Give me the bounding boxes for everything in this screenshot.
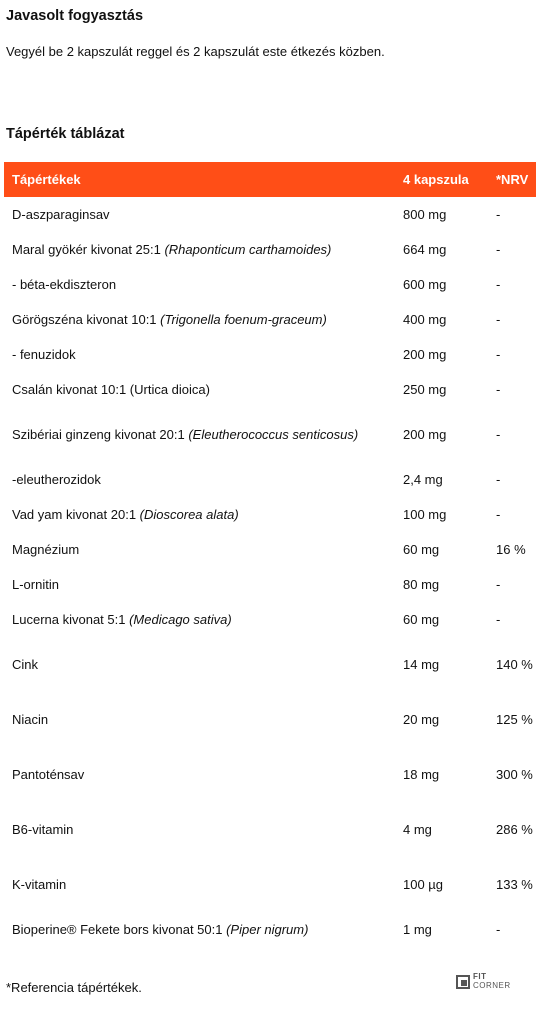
nutrient-name xyxy=(4,602,398,637)
usage-text: Vegyél be 2 kapszulát reggel és 2 kapszulát este étkezés közben. xyxy=(6,44,385,59)
nutrient-amount: 60 mg xyxy=(403,612,440,627)
table-row xyxy=(4,497,536,532)
nutrient-nrv: 125 % xyxy=(496,712,533,727)
nutrient-name xyxy=(4,802,398,857)
nutrient-amount: 14 mg xyxy=(403,657,440,672)
nutrient-amount: 200 mg xyxy=(403,347,447,362)
nutrient-latin-name: (Eleutherococcus senticosus) xyxy=(188,427,359,442)
nutrient-amount: 100 µg xyxy=(403,877,444,892)
nutrient-name xyxy=(4,857,398,912)
logo-line1: FIT xyxy=(473,972,487,981)
nutrient-label: K-vitamin xyxy=(12,877,67,892)
nutrient-latin-name: (Dioscorea alata) xyxy=(139,507,239,522)
table-row xyxy=(4,302,536,337)
nutrient-amount: 400 mg xyxy=(403,312,447,327)
nutrient-name xyxy=(4,302,398,337)
nutrient-name xyxy=(4,567,398,602)
nutrient-label: Bioperine® Fekete bors kivonat 50:1 xyxy=(12,922,227,937)
nutrient-name xyxy=(4,407,398,462)
nutrient-nrv: - xyxy=(496,242,501,257)
nutrient-name xyxy=(4,637,398,692)
nutrient-label: Csalán kivonat 10:1 (Urtica dioica) xyxy=(12,382,210,397)
nutrient-latin-name: (Trigonella foenum-graceum) xyxy=(160,312,327,327)
nutrient-amount: 250 mg xyxy=(403,382,447,397)
nutrient-nrv: 133 % xyxy=(496,877,533,892)
nutrient-name xyxy=(4,462,398,497)
table-row xyxy=(4,747,536,802)
header-nrv: *NRV xyxy=(496,172,529,187)
nutrient-name xyxy=(4,337,398,372)
nutrient-latin-name: (Medicago sativa) xyxy=(129,612,232,627)
nutrient-nrv: - xyxy=(496,507,501,522)
nutrient-label: Cink xyxy=(12,657,39,672)
table-row xyxy=(4,802,536,857)
nutrient-label: Görögszéna kivonat 10:1 xyxy=(12,312,161,327)
nutrient-nrv: - xyxy=(496,427,501,442)
table-row xyxy=(4,532,536,567)
usage-title: Javasolt fogyasztás xyxy=(6,8,144,24)
nutrient-name xyxy=(4,912,398,947)
nutrient-label: Vad yam kivonat 20:1 xyxy=(12,507,140,522)
nutrient-nrv: - xyxy=(496,277,501,292)
logo-icon xyxy=(456,975,470,989)
fit-corner-logo xyxy=(456,972,514,994)
table-row xyxy=(4,567,536,602)
table-row xyxy=(4,857,536,912)
nutrient-name xyxy=(4,197,398,232)
nutrient-amount: 60 mg xyxy=(403,542,440,557)
nutrient-amount: 200 mg xyxy=(403,427,447,442)
table-row xyxy=(4,197,536,232)
nutrient-amount: 80 mg xyxy=(403,577,440,592)
nutrient-amount: 20 mg xyxy=(403,712,440,727)
table-title: Tápérték táblázat xyxy=(6,126,125,142)
logo-line2: CORNER xyxy=(473,981,511,990)
nutrient-label: Szibériai ginzeng kivonat 20:1 xyxy=(12,427,189,442)
table-row xyxy=(4,407,536,462)
nutrient-nrv: - xyxy=(496,577,501,592)
nutrient-name xyxy=(4,692,398,747)
nutrient-label: Magnézium xyxy=(12,542,80,557)
nutrient-amount: 800 mg xyxy=(403,207,447,222)
table-row xyxy=(4,462,536,497)
header-amount: 4 kapszula xyxy=(403,172,469,187)
table-body xyxy=(4,197,536,947)
nutrient-nrv: - xyxy=(496,472,501,487)
header-nutrients: Tápértékek xyxy=(12,172,81,187)
nutrient-name xyxy=(4,497,398,532)
nutrient-nrv: - xyxy=(496,612,501,627)
table-header-row xyxy=(4,162,536,197)
nutrient-nrv: 300 % xyxy=(496,767,533,782)
nutrient-nrv: - xyxy=(496,382,501,397)
nutrient-name xyxy=(4,532,398,567)
nutrient-amount: 4 mg xyxy=(403,822,432,837)
nutrient-name xyxy=(4,267,398,302)
table-row xyxy=(4,637,536,692)
footnote: *Referencia tápértékek. xyxy=(6,980,142,995)
table-row xyxy=(4,267,536,302)
table-row xyxy=(4,912,536,947)
table-row xyxy=(4,232,536,267)
nutrient-amount: 100 mg xyxy=(403,507,447,522)
nutrient-latin-name: (Rhaponticum carthamoides) xyxy=(164,242,332,257)
nutrient-label: Niacin xyxy=(12,712,49,727)
nutrient-nrv: 140 % xyxy=(496,657,533,672)
nutrient-nrv: - xyxy=(496,922,501,937)
nutrient-amount: 2,4 mg xyxy=(403,472,443,487)
nutrient-amount: 1 mg xyxy=(403,922,432,937)
nutrient-name xyxy=(4,747,398,802)
nutrient-name xyxy=(4,372,398,407)
nutrition-table xyxy=(4,162,536,947)
nutrient-nrv: 16 % xyxy=(496,542,526,557)
nutrient-label: - fenuzidok xyxy=(12,347,76,362)
nutrient-nrv: 286 % xyxy=(496,822,533,837)
nutrient-nrv: - xyxy=(496,347,501,362)
nutrient-label: L-ornitin xyxy=(12,577,59,592)
table-row xyxy=(4,692,536,747)
nutrient-nrv: - xyxy=(496,312,501,327)
nutrient-label: Maral gyökér kivonat 25:1 xyxy=(12,242,165,257)
nutrient-latin-name: (Piper nigrum) xyxy=(226,922,309,937)
table-row xyxy=(4,602,536,637)
table-row xyxy=(4,337,536,372)
nutrient-amount: 600 mg xyxy=(403,277,447,292)
nutrient-label: B6-vitamin xyxy=(12,822,74,837)
nutrient-label: Lucerna kivonat 5:1 xyxy=(12,612,130,627)
nutrient-amount: 18 mg xyxy=(403,767,440,782)
nutrient-label: -eleutherozidok xyxy=(12,472,101,487)
nutrient-label: - béta-ekdiszteron xyxy=(12,277,117,292)
nutrient-label: Pantoténsav xyxy=(12,767,85,782)
nutrient-amount: 664 mg xyxy=(403,242,447,257)
nutrient-label: D-aszparaginsav xyxy=(12,207,110,222)
table-row xyxy=(4,372,536,407)
nutrient-name xyxy=(4,232,398,267)
nutrient-nrv: - xyxy=(496,207,501,222)
